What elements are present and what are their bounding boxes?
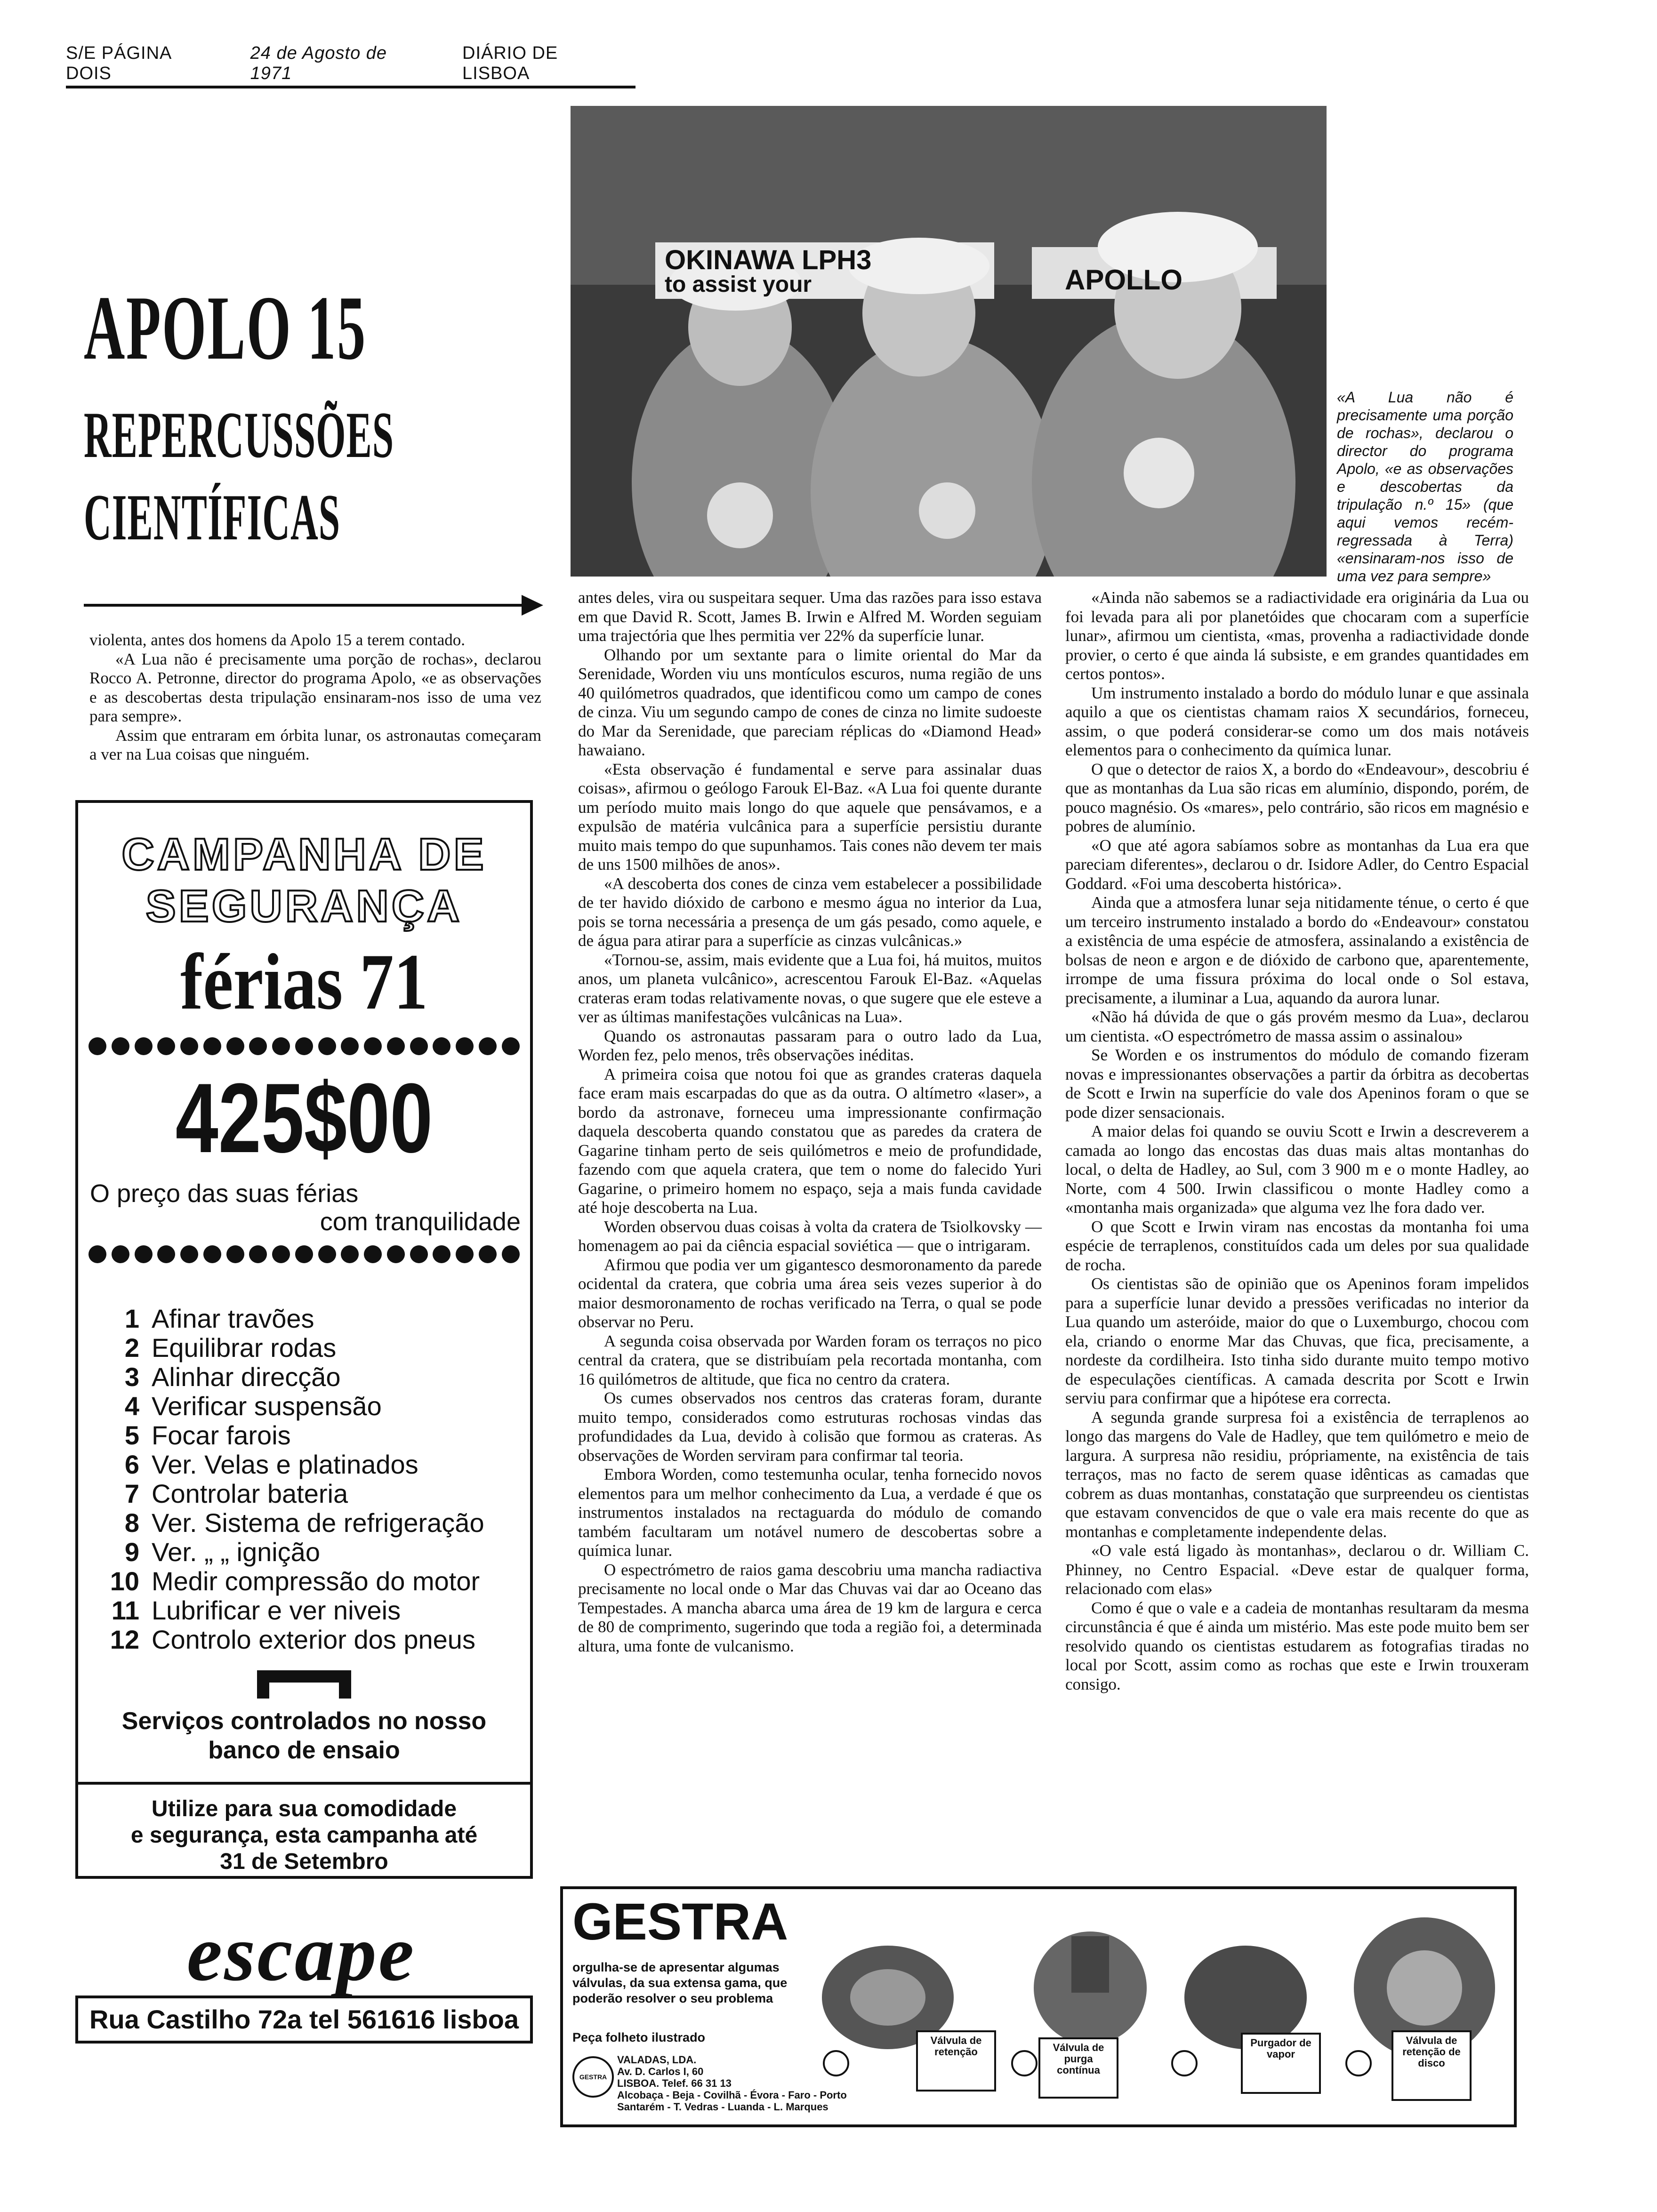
gestra-addr4: Santarém - T. Vedras - Luanda - L. Marques — [617, 2101, 828, 2113]
article-column-1 — [89, 631, 541, 764]
article-subtitle-line2: CIENTÍFICAS — [84, 481, 341, 554]
paragraph: A segunda grande surpresa foi a existência de terraplenos ao longo das margens do Vale de Hadley, que tem quilómetro e meio de largura. A surpresa não residiu, própriamente, na existência de tais terraços, mas no facto de serem quase idênticas as camadas que cobrem as duas montanhas, constatação que surpreendeu os cientistas que estavam convencidos de que o vale era mais recente do que as montanhas e completamente independente delas. — [1065, 1408, 1529, 1541]
paragraph: O que o detector de raios X, a bordo do «Endeavour», descobriu é que as montanhas da Lua são ricas em alumínio, dispondo, porém, de pouco magnésio. Os «mares», pelo contrário, são ricos em magnésio e pobres de alumínio. — [1065, 760, 1529, 835]
photo-caption: «A Lua não é precisamente uma porção de rochas», declarou o director do programa Apolo, «e as observações e descobertas da tripulação n.º 15» (que aqui vemos recém-regressada à Terra) «ensinaram-nos isso de uma vez para sempre» — [1337, 389, 1513, 585]
ad-headline-line1: CAMPANHA DE — [121, 829, 487, 880]
paragraph: Afirmou que podia ver um gigantesco desmoronamento da parede ocidental da cratera, que cobria uma área seis vezes superior à do maior desmoronamento de rochas verificado na Terra, o qual se pode observar no Peru. — [578, 1255, 1042, 1331]
gestra-text: orgulha-se de apresentar algumas válvulas, da sua extensa gama, que poderão resolver o seu problema — [572, 1960, 788, 2005]
list-item: 9 Ver. „ „ ignição — [124, 1537, 320, 1567]
paragraph: violenta, antes dos homens da Apolo 15 a terem contado. — [89, 631, 466, 649]
photo-sign-apollo: APOLLO — [1065, 264, 1182, 296]
ad-services-line1: Serviços controlados no nosso — [121, 1707, 487, 1735]
article-title: APOLO 15 — [84, 277, 367, 379]
paragraph: Um instrumento instalado a bordo do módulo lunar e que assinala aquilo a que os cientistas chamam raios X secundários, forneceu, assim, o que poderá considerar-se como um dos mais notáveis elementos para o conhecimento da química lunar. — [1065, 683, 1529, 759]
gestra-addr3: Alcobaça - Beja - Covilhã - Évora - Faro - Porto — [617, 2089, 847, 2101]
article-column-2 — [578, 588, 1042, 1656]
article-column-3 — [1065, 588, 1529, 1694]
paragraph: Worden observou duas coisas à volta da cratera de Tsiolkovsky — homenagem ao pai da ciência espacial soviética — que o intrigaram. — [578, 1217, 1042, 1255]
paragraph: «Esta observação é fundamental e serve para assinalar duas coisas», afirmou o geólogo Farouk El-Baz. «A Lua foi quente durante um período muito mais longo do que aquele que pensávamos, e a expulsão de matéria vulcânica para a superfície persistiu durante muito mais tempo do que supunhamos. Tais cones não devem ter mais de uns 1500 milhões de anos». — [578, 760, 1042, 874]
ad-services-line2: banco de ensaio — [208, 1737, 400, 1764]
paragraph: «O que até agora sabíamos sobre as montanhas da Lua era que pareciam diferentes», declarou o dr. Isidore Adler, do Centro Espacial Goddard. «Foi uma descoberta histórica». — [1065, 836, 1529, 893]
astronauts-photo — [571, 106, 1327, 577]
ad-price-line1: O preço das suas férias — [90, 1179, 359, 1208]
arrow-rule — [84, 604, 531, 607]
paragraph: A maior delas foi quando se ouviu Scott e Irwin a descreverem a camada ao longo das encostas das duas mais altas montanhas do local, o delta de Hadley, ao Sul, com 3 900 m e o monte Hadley, ao Norte, com 4 500. Irwin classificou o monte Hadley como a «montanha mais organizada» que alguma vez lhe fora dado ver. — [1065, 1122, 1529, 1217]
article-subtitle-line1: REPERCUSSÕES — [84, 399, 394, 472]
header-rule — [66, 86, 635, 88]
gestra-logo-icon: GESTRA — [572, 2056, 614, 2098]
ad-headline-line2: SEGURANÇA — [145, 881, 463, 931]
ad-utilize-line3: 31 de Setembro — [220, 1849, 388, 1874]
list-item: 7 Controlar bateria — [124, 1479, 348, 1508]
ad-ferias: férias 71 — [180, 938, 428, 1026]
paragraph: Os cientistas são de opinião que os Apeninos foram impelidos para a superfície lunar devido a pressões verificadas no interior da Lua quando um asteróide, maior do que o Luxemburgo, chocou com ela, criando o enorme Mar das Chuvas, que fica, precisamente, a nordeste da cordilheira. Isto tinha sido durante muito tempo motivo de especulações científicas. A camada descrita por Scott e Irwin serviu para confirmar que a hipótese era correcta. — [1065, 1274, 1529, 1407]
escape-advertisement — [75, 800, 533, 1879]
ad-price-line2: com tranquilidade — [320, 1208, 521, 1236]
paragraph: Se Worden e os instrumentos do módulo de comando fizeram novas e impressionantes observações a partir da órbitra as decobertas de Scott e Irwin na superfície do vale dos Apeninos foram o que se pode dizer sensacionais. — [1065, 1046, 1529, 1122]
list-item: 10 Medir compressão do motor — [110, 1566, 480, 1596]
paragraph: «A descoberta dos cones de cinza vem estabelecer a possibilidade de ter havido dióxido de carbono e mesmo água no interior da Lua, pois se torna necessária a presença de um gás pesado, como aquele, e de água para atirar para a superfície as cinzas vulcânicas.» — [578, 874, 1042, 950]
list-item: 6 Ver. Velas e platinados — [124, 1450, 418, 1479]
list-item: 1 Afinar travões — [124, 1304, 314, 1333]
gestra-company: VALADAS, LDA. — [617, 2054, 697, 2066]
ad-utilize-line2: e segurança, esta campanha até — [130, 1823, 478, 1848]
gestra-brand: GESTRA — [572, 1893, 788, 1951]
photo-sign-okinawa — [665, 245, 989, 297]
list-item: 5 Focar farois — [124, 1420, 291, 1450]
escape-address: Rua Castilho 72a tel 561616 lisboa — [75, 1996, 533, 2044]
gestra-folheto: Peça folheto ilustrado — [572, 2030, 706, 2044]
valve-box-purgador: Purgador de vapor — [1241, 2033, 1321, 2094]
gestra-advertisement — [560, 1886, 1517, 2127]
paragraph: «Tornou-se, assim, mais evidente que a Lua foi, há muitos, muitos anos, um planeta vulcânico», acrescentou Farouk El-Baz. «Aquelas crateras eram todas relativamente novas, o que sugere que ele esteve a ver as últimas manifestações vulcânicas na Lua». — [578, 950, 1042, 1026]
paragraph: Ainda que a atmosfera lunar seja nitidamente ténue, o certo é que um terceiro instrumento instalado a bordo do «Endeavour» constatou a existência de uma espécie de atmosfera, assinalando a existência de bolsas de neon e argon e de dióxido de carbono que, aparentemente, irrompe de uma fissura próxima do local onde o Sol estava, precisamente, a iluminar a Lua, aquando da aurora lunar. — [1065, 893, 1529, 1007]
paragraph: Quando os astronautas passaram para o outro lado da Lua, Worden fez, pelo menos, três observações inéditas. — [578, 1026, 1042, 1064]
bracket-icon — [257, 1670, 351, 1683]
paragraph: antes deles, vira ou suspeitara sequer. Uma das razões para isso estava em que David R. Scott, James B. Irwin e Alfred M. Worden seguiam uma trajectória que lhes permitia ver 22% da superfície lunar. — [578, 588, 1042, 645]
paragraph: «O vale está ligado às montanhas», declarou o dr. William C. Phinney, no Centro Espacial. «Deve estar de qualquer forma, relacionado com elas» — [1065, 1541, 1529, 1598]
escape-brand-logo: escape — [186, 1909, 416, 1997]
gestra-addr1: Av. D. Carlos I, 60 — [617, 2066, 704, 2077]
arrow-head-icon — [522, 595, 543, 616]
paragraph: Olhando por um sextante para o limite oriental do Mar da Serenidade, Worden viu uns montículos escuros, numa região de uns 40 quilómetros quadrados, que identificou como um campo de cones de cinza. Viu um segundo campo de cones de cinza no limite sudoeste do Mar da Serenidade, que pareciam réplicas do «Diamond Head» hawaiano. — [578, 645, 1042, 759]
paragraph: «Não há dúvida de que o gás provém mesmo da Lua», declarou um cientista. «O espectrómetro de massa assim o assinalou» — [1065, 1008, 1529, 1045]
page-header — [66, 43, 631, 84]
service-checklist — [106, 1304, 521, 1654]
list-item: 3 Alinhar direcção — [124, 1362, 341, 1392]
list-item: 11 Lubrificar e ver niveis — [111, 1595, 401, 1625]
bracket-right — [339, 1670, 351, 1699]
paragraph: Como é que o vale e a cadeia de montanhas resultaram da mesma circunstância é que é ainda um mistério. Mas este pode muito bem ser resolvido quando os cientistas estudarem as fotografias tiradas no local por Scott, assim como as rochas que este e Irwin trouxeram consigo. — [1065, 1598, 1529, 1693]
list-item: 2 Equilibrar rodas — [124, 1333, 337, 1362]
paragraph: Embora Worden, como testemunha ocular, tenha fornecido novos elementos para um melhor conhecimento da Lua, a verdade é que os instrumentos instalados na rectaguarda do módulo de comando também facultaram um notável numero de descobertas sobre a química lunar. — [578, 1465, 1042, 1560]
dot-row-bottom — [78, 1245, 530, 1263]
paragraph: Assim que entraram em órbita lunar, os astronautas começaram a ver na Lua coisas que ninguém. — [89, 726, 541, 763]
paragraph: A segunda coisa observada por Warden foram os terraços no pico central da cratera, que se distribuíam pela recortada montanha, com 16 quilómetros de altitude, que fica no centro da cratera. — [578, 1331, 1042, 1388]
page-date: 24 de Agosto de 1971 — [250, 43, 387, 83]
photo-illustration — [571, 106, 1327, 577]
photo-sign-line2: to assist your — [665, 272, 812, 297]
dot-row-top — [78, 1037, 530, 1055]
gestra-addr2: LISBOA. Telef. 66 31 13 — [617, 2077, 732, 2089]
photo-sign-line1: OKINAWA LPH3 — [665, 245, 872, 275]
paragraph: O que Scott e Irwin viram nas encostas da montanha foi uma espécie de terraplenos, constituídos cada um deles por sua qualidade de rocha. — [1065, 1217, 1529, 1274]
ad-price: 425$00 — [175, 1063, 433, 1173]
valve-box-purga: Válvula de purga contínua — [1038, 2037, 1118, 2099]
list-item: 12 Controlo exterior dos pneus — [110, 1625, 475, 1654]
newspaper-name: DIÁRIO DE LISBOA — [462, 43, 558, 83]
ad-utilize-line1: Utilize para sua comodidade — [151, 1796, 457, 1821]
paragraph: O espectrómetro de raios gama descobriu uma mancha radiactiva precisamente no local onde o Mar das Chuvas vai dar ao Oceano das Tempestades. A mancha abarca uma área de 19 km de largura e cerca de 80 de comprimento, sugerindo que toda a região foi, a determinada altura, uma fonte de vulcanismo. — [578, 1560, 1042, 1655]
list-item: 4 Verificar suspensão — [124, 1391, 382, 1421]
paragraph: «A Lua não é precisamente uma porção de rochas», declarou Rocco A. Petronne, director do programa Apolo, «e as observações e as descobertas desta tripulação ensinaram-nos isso de uma vez para sempre». — [89, 649, 541, 725]
bracket-left — [257, 1670, 269, 1699]
valve-box-disco: Válvula de retenção de disco — [1392, 2030, 1472, 2101]
paragraph: «Ainda não sabemos se a radiactividade era originária da Lua ou foi levada para ali por planetóides que chocaram com a superfície lunar», afirmou um cientista, «mas, provenha a radiactividade donde provier, o certo é que ainda lá subsiste, e em grandes quantidades em certos pontos». — [1065, 588, 1529, 683]
ad-divider — [78, 1782, 530, 1785]
page-label: S/E PÁGINA DOIS — [66, 43, 171, 83]
paragraph: A primeira coisa que notou foi que as grandes crateras daquela face eram mais escarpadas do que as da outra. O altímetro «laser», a bordo da astronave, forneceu uma impressionante confirmação daquela descoberta quando constatou que as paredes da cratera de Gagarine tinham perto de seis quilómetros e meio de profundidade, fazendo com que aquela cratera, que tem o nome do falecido Yuri Gagarine, o primeiro homem no espaço, seja a mais funda cavidade até hoje descoberta na Lua. — [578, 1065, 1042, 1217]
valve-box-retencao: Válvula de retenção — [916, 2030, 996, 2092]
list-item: 8 Ver. Sistema de refrigeração — [124, 1508, 484, 1538]
paragraph: Os cumes observados nos centros das crateras foram, durante muito tempo, considerados como estruturas rochosas vindas das profundidades da Lua, devido à colisão que formou as crateras. As observações de Worden serviram para confirmar tal teoria. — [578, 1389, 1042, 1465]
